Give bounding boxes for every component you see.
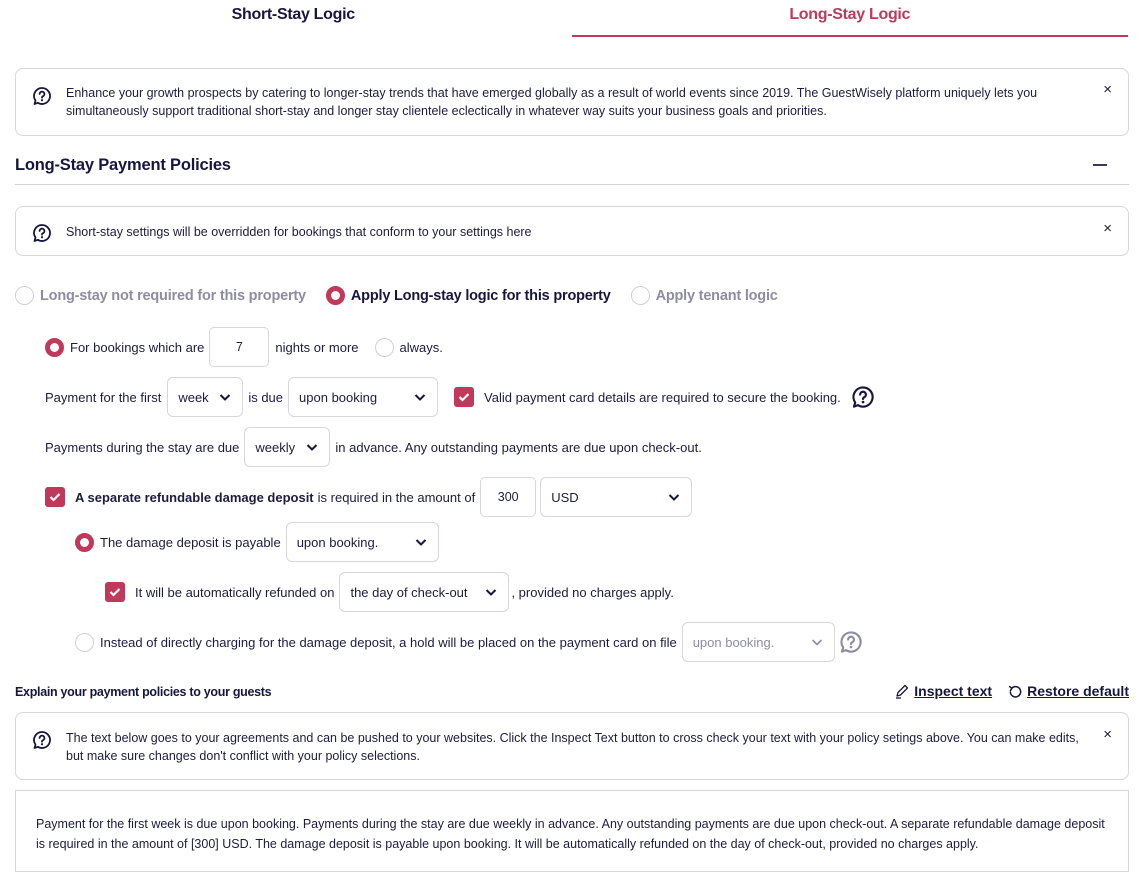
- radio-button[interactable]: [326, 286, 345, 305]
- select-value: upon booking.: [692, 634, 775, 650]
- damage-deposit-checkbox[interactable]: [45, 487, 65, 507]
- chevron-down-icon: [413, 390, 427, 404]
- damage-deposit-label-bold: A separate refundable damage deposit: [75, 489, 314, 505]
- chevron-down-icon: [667, 490, 681, 504]
- auto-refund-suffix: , provided no charges apply.: [511, 584, 674, 600]
- tab-bar: [15, 0, 1128, 40]
- card-hold-label: Instead of directly charging for the damage deposit, a hold will be placed on the payment card on file: [100, 634, 677, 650]
- radio-long-stay-not-required[interactable]: [15, 286, 306, 305]
- currency-select[interactable]: [540, 477, 692, 517]
- damage-deposit-row: [45, 477, 692, 517]
- policy-text-area[interactable]: Payment for the first week is due upon booking. Payments during the stay are due weekly in advance. Any outstanding payments are due upon check-out. A separate refundable damage deposit is required in the amount of [300] USD. The damage deposit is payable upon booking. It will be automatically refunded on the day of check-out, provided no charges apply.: [15, 790, 1129, 872]
- first-payment-prefix: Payment for the first: [45, 389, 162, 405]
- first-due-select[interactable]: [288, 377, 438, 417]
- card-required-label: Valid payment card details are required to secure the booking.: [484, 389, 841, 405]
- close-override-notice-button[interactable]: ×: [1103, 220, 1112, 237]
- radio-button[interactable]: [15, 286, 34, 305]
- minus-icon[interactable]: [1093, 164, 1107, 166]
- radio-apply-tenant[interactable]: [631, 286, 778, 305]
- select-value: the day of check-out: [350, 584, 468, 600]
- radio-label: Apply tenant logic: [655, 287, 778, 304]
- intro-notice: [15, 68, 1129, 136]
- tab-short-stay[interactable]: Short-Stay Logic: [231, 6, 355, 23]
- chevron-down-icon: [414, 535, 428, 549]
- stay-payments-row: [45, 427, 702, 467]
- refund-when-select[interactable]: [339, 572, 509, 612]
- close-explain-notice-button[interactable]: ×: [1103, 726, 1112, 743]
- override-notice: [15, 206, 1129, 256]
- explain-notice-text: The text below goes to your agreements and can be pushed to your websites. Click the Inspect Text button to cross check your text with your policy setings above. You can make edits, but make sure changes don't conflict with your policy selections.: [66, 731, 1079, 763]
- select-value: weekly: [255, 439, 296, 455]
- chevron-down-icon: [810, 635, 824, 649]
- radio-apply-long-stay[interactable]: [326, 286, 611, 305]
- always-label: always.: [399, 339, 443, 355]
- stay-payments-suffix: in advance. Any outstanding payments are due upon check-out.: [335, 439, 702, 455]
- inspect-text-label: Inspect text: [914, 683, 993, 699]
- mode-radio-group: [15, 286, 778, 305]
- help-bubble-icon: [32, 730, 52, 753]
- radio-button[interactable]: [631, 286, 650, 305]
- auto-refund-row: [105, 572, 674, 612]
- tab-long-stay[interactable]: Long-Stay Logic: [572, 0, 1129, 37]
- bookings-rule-row: [45, 327, 443, 367]
- stay-payments-prefix: Payments during the stay are due: [45, 439, 240, 455]
- damage-deposit-label: is required in the amount of: [317, 489, 476, 505]
- restore-icon: [1008, 684, 1023, 699]
- bookings-suffix: nights or more: [275, 339, 359, 355]
- help-bubble-icon[interactable]: [839, 630, 863, 654]
- chevron-down-icon: [218, 390, 232, 404]
- auto-refund-label: It will be automatically refunded on: [135, 584, 335, 600]
- auto-refund-checkbox[interactable]: [105, 582, 125, 602]
- checkmark-icon: [458, 392, 470, 402]
- chevron-down-icon: [484, 585, 498, 599]
- help-bubble-icon[interactable]: [851, 385, 875, 409]
- radio-label: Long-stay not required for this property: [40, 287, 306, 304]
- radio-deposit-payable[interactable]: [75, 533, 94, 552]
- select-value: upon booking: [299, 389, 378, 405]
- explain-notice: [15, 712, 1129, 780]
- explain-label: Explain your payment policies to your guests: [15, 685, 272, 699]
- pencil-icon: [894, 683, 910, 699]
- intro-notice-text: Enhance your growth prospects by catering to longer-stay trends that have emerged globally as a result of world events since 2019. The GuestWisely platform uniquely lets you simultaneously support traditional short-stay and longer stay clientele eclectically in whatever way suits your business goals and priorities.: [66, 86, 1038, 118]
- nights-input[interactable]: 7: [209, 327, 269, 367]
- restore-default-button[interactable]: [1008, 683, 1129, 699]
- deposit-payable-select[interactable]: [286, 522, 439, 562]
- card-hold-select[interactable]: [682, 622, 835, 662]
- explain-actions: [894, 683, 1129, 699]
- restore-default-label: Restore default: [1027, 683, 1129, 699]
- section-divider: [15, 184, 1129, 185]
- first-period-select[interactable]: [167, 377, 243, 417]
- radio-label: Apply Long-stay logic for this property: [350, 287, 611, 304]
- card-hold-row: [75, 622, 863, 662]
- deposit-payable-label: The damage deposit is payable: [100, 534, 281, 550]
- deposit-amount-input[interactable]: 300: [480, 477, 536, 517]
- chevron-down-icon: [305, 440, 319, 454]
- section-title: Long-Stay Payment Policies: [15, 156, 231, 174]
- checkmark-icon: [109, 587, 121, 597]
- bookings-prefix: For bookings which are: [70, 339, 205, 355]
- select-value: week: [178, 389, 209, 405]
- radio-always[interactable]: [375, 338, 394, 357]
- radio-nights-rule[interactable]: [45, 338, 64, 357]
- payment-frequency-select[interactable]: [244, 427, 330, 467]
- inspect-text-button[interactable]: [894, 683, 992, 699]
- first-payment-row: [45, 377, 875, 417]
- close-intro-notice-button[interactable]: ×: [1103, 81, 1112, 98]
- select-value: USD: [551, 489, 579, 505]
- radio-card-hold[interactable]: [75, 633, 94, 652]
- card-required-checkbox[interactable]: [454, 387, 474, 407]
- help-bubble-icon: [32, 223, 52, 246]
- override-notice-text: Short-stay settings will be overridden for bookings that conform to your settings here: [66, 225, 532, 239]
- help-bubble-icon: [32, 86, 52, 109]
- checkmark-icon: [49, 492, 61, 502]
- deposit-payable-row: [75, 522, 439, 562]
- is-due-label: is due: [248, 389, 284, 405]
- select-value: upon booking.: [296, 534, 379, 550]
